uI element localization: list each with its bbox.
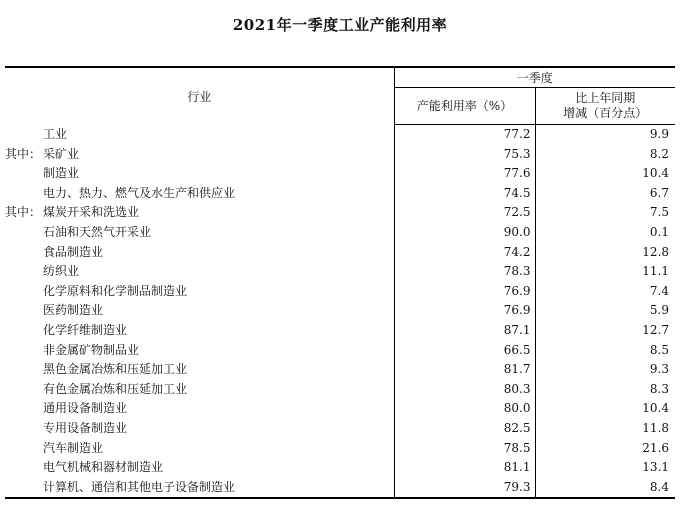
change-column-header xyxy=(535,88,675,125)
change-cell: 21.6 xyxy=(642,440,670,455)
industry-name: 专用设备制造业 xyxy=(43,420,128,435)
change-cell: 12.8 xyxy=(642,244,670,259)
industry-name: 煤炭开采和洗选业 xyxy=(43,205,140,220)
industry-name: 电力、热力、燃气及水生产和供应业 xyxy=(43,185,236,200)
change-cell: 10.4 xyxy=(642,401,670,416)
rate-cell: 74.2 xyxy=(394,243,535,263)
industry-cell xyxy=(5,262,394,282)
change-header-line1: 比上年同期 xyxy=(575,91,636,105)
industry-cell xyxy=(5,399,394,419)
rate-cell: 78.5 xyxy=(394,439,535,459)
table-row xyxy=(5,478,675,499)
rate-cell: 80.0 xyxy=(394,399,535,419)
industry-cell xyxy=(5,243,394,263)
table-row xyxy=(5,262,675,282)
rate-cell: 81.7 xyxy=(394,360,535,380)
rate-cell: 81.1 xyxy=(394,458,535,478)
rate-cell: 90.0 xyxy=(394,223,535,243)
row-prefix: 其中： xyxy=(5,205,42,220)
table-body xyxy=(5,125,675,499)
table-row xyxy=(5,125,675,145)
rate-cell: 87.1 xyxy=(394,321,535,341)
change-cell: 0.1 xyxy=(649,224,670,239)
rate-column-header: 产能利用率（%） xyxy=(394,88,535,125)
change-cell: 9.3 xyxy=(649,362,670,377)
industry-name: 食品制造业 xyxy=(43,244,104,259)
rate-cell: 77.6 xyxy=(394,164,535,184)
table-row xyxy=(5,321,675,341)
industry-name: 化学纤维制造业 xyxy=(43,322,128,337)
industry-name: 有色金属冶炼和压延加工业 xyxy=(43,381,188,396)
industry-cell xyxy=(5,321,394,341)
industry-cell xyxy=(5,301,394,321)
industry-cell xyxy=(5,439,394,459)
industry-name: 电气机械和器材制造业 xyxy=(43,460,164,475)
industry-cell xyxy=(5,145,394,165)
change-cell: 8.4 xyxy=(535,478,675,499)
industry-name: 非金属矿物制品业 xyxy=(43,342,140,357)
table-row xyxy=(5,341,675,361)
rate-cell: 80.3 xyxy=(394,380,535,400)
rate-cell: 78.3 xyxy=(394,262,535,282)
industry-cell xyxy=(5,458,394,478)
table-row xyxy=(5,282,675,302)
table-row xyxy=(5,164,675,184)
rate-cell: 66.5 xyxy=(394,341,535,361)
rate-cell: 77.2 xyxy=(394,125,535,145)
change-cell: 5.9 xyxy=(649,303,670,318)
industry-name: 制造业 xyxy=(43,166,80,181)
change-cell: 7.4 xyxy=(649,283,670,298)
table-row xyxy=(5,380,675,400)
change-cell: 9.9 xyxy=(649,127,670,141)
table-row xyxy=(5,458,675,478)
table-row xyxy=(5,243,675,263)
industry-cell xyxy=(5,223,394,243)
table-row xyxy=(5,301,675,321)
change-header-line2: 增减（百分点） xyxy=(563,106,648,120)
industry-cell xyxy=(5,164,394,184)
table-row xyxy=(5,203,675,223)
change-cell: 6.7 xyxy=(649,185,670,200)
change-cell: 13.1 xyxy=(642,460,670,475)
rate-cell: 76.9 xyxy=(394,282,535,302)
industry-name: 医药制造业 xyxy=(43,303,104,318)
table-row xyxy=(5,223,675,243)
industry-name: 通用设备制造业 xyxy=(43,401,128,416)
industry-cell xyxy=(5,203,394,223)
rate-cell: 82.5 xyxy=(394,419,535,439)
industry-name: 黑色金属冶炼和压延加工业 xyxy=(43,362,188,377)
change-cell: 11.8 xyxy=(642,420,670,435)
rate-cell: 72.5 xyxy=(394,203,535,223)
table-row xyxy=(5,439,675,459)
industry-name: 工业 xyxy=(43,126,68,141)
industry-name: 采矿业 xyxy=(43,146,80,161)
industry-column-header: 行业 xyxy=(5,67,394,125)
rate-cell: 74.5 xyxy=(394,184,535,204)
page-title: 2021年一季度工业产能利用率 xyxy=(232,16,448,34)
rate-cell: 75.3 xyxy=(394,145,535,165)
change-cell: 11.1 xyxy=(642,264,670,279)
change-cell: 12.7 xyxy=(642,322,670,337)
change-cell: 10.4 xyxy=(642,166,670,181)
industry-name: 化学原料和化学制品制造业 xyxy=(43,283,188,298)
rate-cell: 79.3 xyxy=(394,478,535,499)
industry-name: 汽车制造业 xyxy=(43,440,104,455)
industry-cell xyxy=(5,125,394,145)
industry-name: 石油和天然气开采业 xyxy=(43,224,152,239)
industry-cell xyxy=(5,478,394,499)
industry-cell xyxy=(5,360,394,380)
industry-cell xyxy=(5,341,394,361)
table-row xyxy=(5,419,675,439)
industry-cell xyxy=(5,419,394,439)
industry-name: 纺织业 xyxy=(43,264,80,279)
change-cell: 7.5 xyxy=(649,205,670,220)
rate-cell: 76.9 xyxy=(394,301,535,321)
table-row xyxy=(5,145,675,165)
table-row xyxy=(5,399,675,419)
table-row xyxy=(5,184,675,204)
change-cell: 8.5 xyxy=(649,342,670,357)
industry-cell xyxy=(5,282,394,302)
change-cell: 8.2 xyxy=(649,146,670,161)
table-row xyxy=(5,360,675,380)
capacity-utilization-table xyxy=(5,66,675,499)
industry-cell xyxy=(5,184,394,204)
quarter-group-header: 一季度 xyxy=(394,67,675,88)
row-prefix: 其中： xyxy=(5,146,42,161)
change-cell: 8.3 xyxy=(649,381,670,396)
industry-cell xyxy=(5,380,394,400)
table-header-row xyxy=(5,67,675,88)
industry-name: 计算机、通信和其他电子设备制造业 xyxy=(43,479,236,494)
